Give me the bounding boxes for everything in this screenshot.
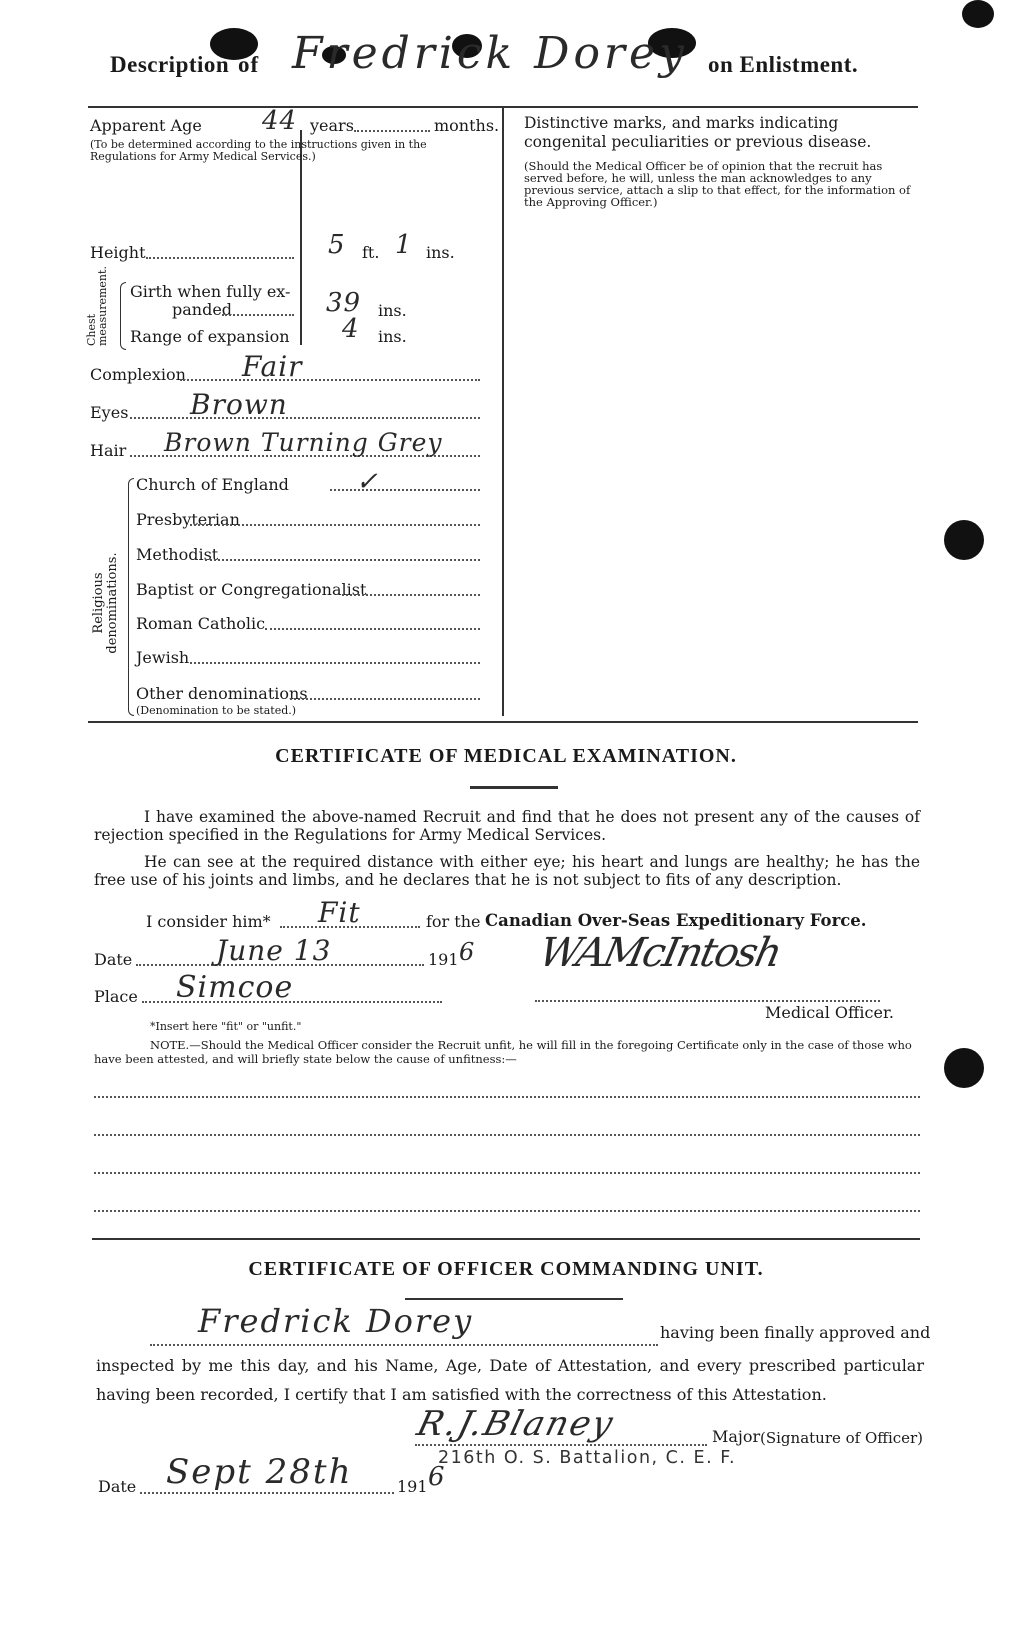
complexion-label: Complexion — [90, 365, 186, 384]
ft-label: ft. — [362, 243, 380, 262]
fitness-value: Fit — [318, 896, 361, 929]
commanding-signature-line — [415, 1444, 707, 1446]
signature-of-officer-label: (Signature of Officer) — [760, 1429, 924, 1447]
commanding-certificate-title: CERTIFICATE OF OFFICER COMMANDING UNIT. — [248, 1258, 764, 1280]
denomination-label: Presbyterian — [136, 510, 240, 529]
medical-officer-signature: WAMcIntosh — [535, 930, 785, 976]
denomination-mark: ✓ — [356, 467, 379, 497]
place-value: Simcoe — [176, 970, 294, 1005]
ins-label: ins. — [426, 243, 455, 262]
unfitness-line-1 — [94, 1096, 920, 1098]
header-description-label: Description — [110, 52, 230, 77]
months-field — [354, 130, 430, 132]
title-ornament — [470, 786, 558, 789]
recruit-name: Fredrick Dorey — [292, 28, 688, 79]
height-label: Height — [90, 243, 146, 262]
religious-denominations-label: Religious denominations. — [91, 552, 120, 654]
medical-officer-label: Medical Officer. — [765, 1003, 894, 1022]
chest-measurement-label: Chest measurement. — [85, 266, 109, 346]
ink-blot — [962, 0, 994, 28]
header-of-label: of — [238, 52, 260, 77]
commanding-year-suffix: 6 — [428, 1462, 446, 1492]
months-label: months. — [434, 116, 500, 135]
center-divider — [502, 106, 504, 716]
denomination-note: (Denomination to be stated.) — [136, 704, 297, 717]
force-label: Canadian Over-Seas Expeditionary Force. — [485, 911, 867, 930]
denomination-label: Other denominations — [136, 684, 308, 703]
battalion-stamp: 216th O. S. Battalion, C. E. F. — [438, 1448, 737, 1468]
denomination-label: Church of England — [136, 475, 289, 494]
range-value: 4 — [342, 314, 360, 344]
height-leader — [146, 257, 294, 259]
years-label: years — [310, 116, 354, 135]
denomination-label: Roman Catholic — [136, 614, 266, 633]
denomination-field — [330, 489, 480, 491]
punch-hole-bottom — [944, 1048, 984, 1088]
commanding-paragraph: inspected by me this day, and his Name, Age, Date of Attestation, and every prescribed particular having been recorded, I certify that I am satisfied with the correctness of this Attestation. — [96, 1356, 924, 1404]
medical-year-suffix: 6 — [459, 938, 476, 966]
section-rule — [88, 721, 918, 723]
unfitness-line-4 — [94, 1210, 920, 1212]
apparent-age-label: Apparent Age — [90, 116, 202, 135]
height-ft-value: 5 — [328, 230, 346, 260]
denomination-field — [205, 559, 480, 561]
range-unit: ins. — [378, 327, 407, 346]
rank-label: Major — [712, 1427, 761, 1446]
commanding-date-value: Sept 28th — [166, 1452, 353, 1492]
commanding-recruit-name: Fredrick Dorey — [198, 1302, 474, 1340]
eyes-value: Brown — [190, 388, 288, 421]
denomination-field — [265, 628, 480, 630]
denomination-field — [190, 524, 480, 526]
hair-label: Hair — [90, 441, 127, 460]
punch-hole-top — [944, 520, 984, 560]
unfitness-note: NOTE.—Should the Medical Officer consider the Recruit unfit, he will fill in the foregoing Certificate only in the case of those who have been attested, and will briefly state below the cause of unfitness:— — [94, 1038, 912, 1066]
commanding-date-label: Date — [98, 1477, 137, 1496]
title-ornament-2 — [405, 1298, 623, 1300]
girth-value: 39 — [326, 288, 362, 318]
denomination-label: Baptist or Congregationalist — [136, 580, 367, 599]
girth-label-cont: panded — [172, 300, 233, 319]
medical-date-label: Date — [94, 950, 133, 969]
commanding-name-field — [150, 1344, 658, 1346]
commanding-officer-signature: R.J.Blaney — [413, 1404, 619, 1444]
height-in-value: 1 — [395, 230, 413, 260]
denomination-label: Methodist — [136, 545, 219, 564]
eyes-field — [130, 417, 480, 419]
unfitness-line-2 — [94, 1134, 920, 1136]
medical-officer-signature-line — [535, 1000, 880, 1002]
distinctive-marks-heading: Distinctive marks, and marks indicating congenital peculiarities or previous disease. — [524, 114, 872, 151]
medical-paragraph-2: He can see at the required distance with either eye; his heart and lungs are healthy; he has the free use of his joints and limbs, and he declares that he is not subject to fits of any description. — [94, 853, 920, 889]
consider-label: I consider him* — [146, 912, 271, 931]
denomination-field — [190, 662, 480, 664]
medical-certificate-title: CERTIFICATE OF MEDICAL EXAMINATION. — [275, 745, 737, 767]
age-note: (To be determined according to the instructions given in the Regulations for Army Medical Services.) — [90, 138, 427, 163]
medical-date-value: June 13 — [216, 934, 332, 967]
insert-note: *Insert here "fit" or "unfit." — [150, 1020, 302, 1033]
girth-unit: ins. — [378, 301, 407, 320]
denomination-label: Jewish — [136, 648, 190, 667]
distinctive-marks-note: (Should the Medical Officer be of opinion that the recruit has served before, he will, unless the man acknowledges to any previous service, attach a slip to that effect, for the information of the Approving Officer.) — [524, 159, 911, 209]
complexion-value: Fair — [242, 350, 303, 383]
hair-value: Brown Turning Grey — [164, 428, 443, 457]
age-value: 44 — [262, 106, 298, 136]
section-rule-2 — [92, 1238, 920, 1240]
girth-label: Girth when fully ex- — [130, 282, 291, 301]
eyes-label: Eyes — [90, 403, 129, 422]
chest-brace — [120, 282, 126, 350]
medical-paragraph-1: I have examined the above-named Recruit and find that he does not present any of the causes of rejection specified in the Regulations for Army Medical Services. — [94, 808, 920, 844]
girth-leader — [222, 314, 294, 316]
denomination-field — [342, 594, 480, 596]
unfitness-line-3 — [94, 1172, 920, 1174]
header-on-enlistment: on Enlistment. — [708, 52, 859, 77]
commanding-date-field — [140, 1492, 394, 1494]
religion-brace — [128, 478, 134, 716]
range-label: Range of expansion — [130, 327, 290, 346]
commanding-year-prefix: 191 — [397, 1477, 428, 1496]
place-label: Place — [94, 987, 138, 1006]
denomination-field — [290, 698, 480, 700]
complexion-field — [180, 379, 480, 381]
for-the-label: for the — [426, 912, 481, 931]
medical-year-prefix: 191 — [428, 950, 459, 969]
approved-label: having been finally approved and — [660, 1323, 931, 1342]
